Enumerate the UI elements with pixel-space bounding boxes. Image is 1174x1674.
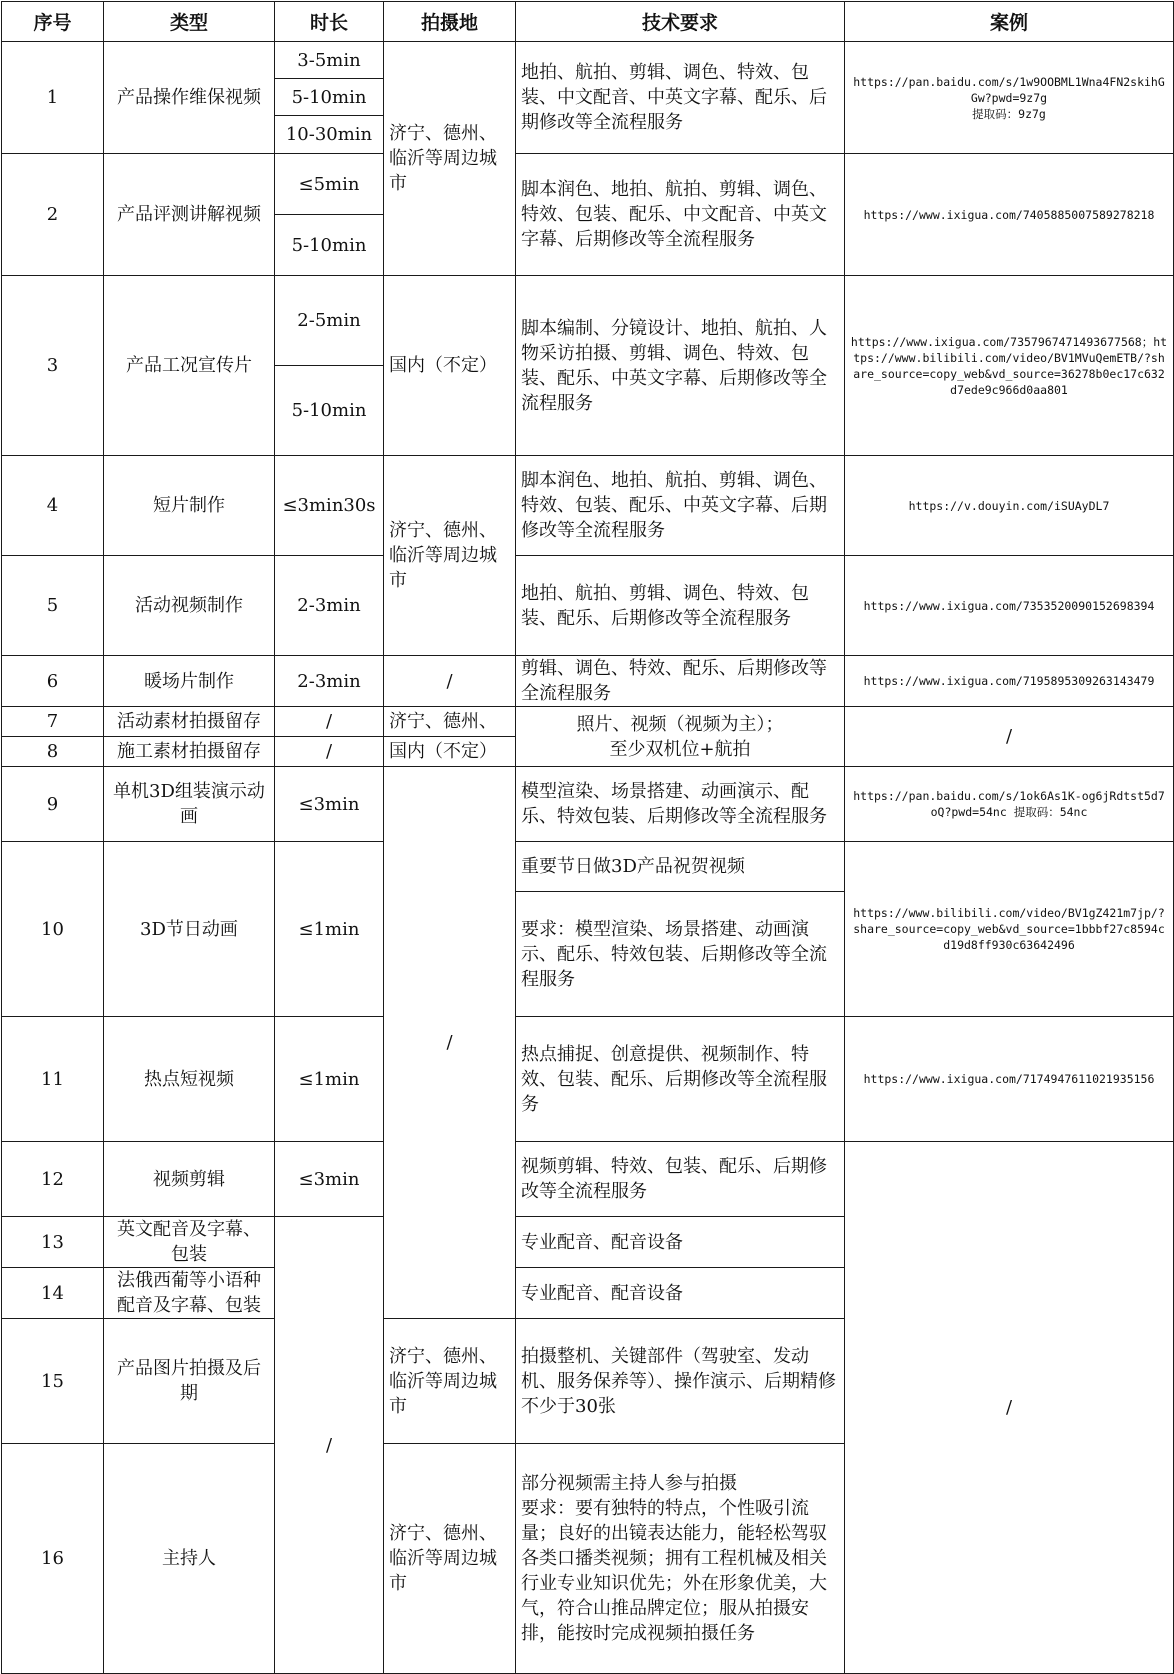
row-no: 1 (2, 42, 104, 154)
row-duration: 2-5min (275, 276, 384, 366)
row-type: 暖场片制作 (104, 656, 275, 707)
row-case[interactable]: https://www.ixigua.com/7195895309263143479 (845, 656, 1174, 707)
row-duration: ≤1min (275, 1017, 384, 1142)
row-tech: 视频剪辑、特效、包装、配乐、后期修改等全流程服务 (516, 1142, 845, 1217)
tech-line: 至少双机位+航拍 (609, 738, 751, 760)
table-row (2, 842, 1174, 892)
row-type: 产品操作维保视频 (104, 42, 275, 154)
row-tech (516, 707, 845, 767)
row-no: 16 (2, 1444, 104, 1674)
header-tech: 技术要求 (516, 2, 845, 42)
row-no: 9 (2, 767, 104, 842)
row-location: 济宁、德州、临沂等周边城市 (384, 1319, 516, 1444)
row-no: 14 (2, 1268, 104, 1319)
row-case[interactable]: https://www.ixigua.com/7357967471493677568；https://www.bilibili.com/video/BV1MVuQemETB/?share_source=copy_web&vd_source=36278b0ec17c632d7ede9c966d0aa801 (845, 276, 1174, 456)
row-tech: 地拍、航拍、剪辑、调色、特效、包装、中文配音、中英文字幕、配乐、后期修改等全流程服务 (516, 42, 845, 154)
row-no: 12 (2, 1142, 104, 1217)
row-duration: 10-30min (275, 116, 384, 154)
row-type: 视频剪辑 (104, 1142, 275, 1217)
row-tech: 模型渲染、场景搭建、动画演示、配乐、特效包装、后期修改等全流程服务 (516, 767, 845, 842)
row-type: 法俄西葡等小语种配音及字幕、包装 (104, 1268, 275, 1319)
row-location: 国内（不定） (384, 737, 516, 767)
row-duration: ≤3min30s (275, 456, 384, 556)
row-case: / (845, 1142, 1174, 1674)
header-location: 拍摄地 (384, 2, 516, 42)
row-case[interactable]: https://v.douyin.com/iSUAyDL7 (845, 456, 1174, 556)
row-duration: 3-5min (275, 42, 384, 79)
row-location: 济宁、德州、临沂等周边城市 (384, 456, 516, 656)
row-no: 11 (2, 1017, 104, 1142)
row-no: 5 (2, 556, 104, 656)
row-no: 13 (2, 1217, 104, 1268)
row-type: 产品评测讲解视频 (104, 154, 275, 276)
table-row (2, 556, 1174, 656)
table-row (2, 456, 1174, 556)
row-location: / (384, 656, 516, 707)
header-case: 案例 (845, 2, 1174, 42)
table-row (2, 42, 1174, 79)
row-duration: ≤3min (275, 1142, 384, 1217)
row-case[interactable]: https://www.ixigua.com/7405885007589278218 (845, 154, 1174, 276)
row-type: 3D节日动画 (104, 842, 275, 1017)
row-location: 济宁、德州、 (384, 707, 516, 737)
row-no: 10 (2, 842, 104, 1017)
row-duration: / (275, 707, 384, 737)
row-no: 8 (2, 737, 104, 767)
row-no: 7 (2, 707, 104, 737)
table-row (2, 1142, 1174, 1217)
row-duration: / (275, 1217, 384, 1674)
row-type: 单机3D组装演示动画 (104, 767, 275, 842)
header-no: 序号 (2, 2, 104, 42)
row-location: 济宁、德州、临沂等周边城市 (384, 42, 516, 276)
row-case[interactable] (845, 42, 1174, 154)
row-type: 热点短视频 (104, 1017, 275, 1142)
table-row (2, 1017, 1174, 1142)
row-tech: 脚本润色、地拍、航拍、剪辑、调色、特效、包装、配乐、中英文字幕、后期修改等全流程服务 (516, 456, 845, 556)
row-tech: 脚本润色、地拍、航拍、剪辑、调色、特效、包装、配乐、中文配音、中英文字幕、后期修改等全流程服务 (516, 154, 845, 276)
row-tech: 重要节日做3D产品祝贺视频 (516, 842, 845, 892)
row-tech: 拍摄整机、关键部件（驾驶室、发动机、服务保养等）、操作演示、后期精修不少于30张 (516, 1319, 845, 1444)
tech-line: 照片、视频（视频为主）； (576, 713, 784, 735)
row-case: / (845, 707, 1174, 767)
row-tech: 专业配音、配音设备 (516, 1217, 845, 1268)
header-type: 类型 (104, 2, 275, 42)
row-no: 3 (2, 276, 104, 456)
row-tech: 地拍、航拍、剪辑、调色、特效、包装、配乐、后期修改等全流程服务 (516, 556, 845, 656)
row-case[interactable]: https://www.ixigua.com/7353520090152698394 (845, 556, 1174, 656)
row-type: 英文配音及字幕、包装 (104, 1217, 275, 1268)
row-location: 国内（不定） (384, 276, 516, 456)
case-link[interactable]: https://pan.baidu.com/s/1w9OOBML1Wna4FN2skihGGw?pwd=9z7g (853, 74, 1165, 105)
row-no: 4 (2, 456, 104, 556)
table-row (2, 707, 1174, 737)
header-row (2, 2, 1174, 42)
row-type: 短片制作 (104, 456, 275, 556)
row-duration: ≤3min (275, 767, 384, 842)
row-duration: ≤1min (275, 842, 384, 1017)
row-case[interactable]: https://www.bilibili.com/video/BV1gZ421m7jp/?share_source=copy_web&vd_source=1bbbf27c8594cd19d8ff930c63642496 (845, 842, 1174, 1017)
row-duration: 2-3min (275, 556, 384, 656)
row-no: 15 (2, 1319, 104, 1444)
service-table (1, 1, 1174, 1674)
header-duration: 时长 (275, 2, 384, 42)
row-tech: 剪辑、调色、特效、配乐、后期修改等全流程服务 (516, 656, 845, 707)
row-location: 济宁、德州、临沂等周边城市 (384, 1444, 516, 1674)
row-tech: 脚本编制、分镜设计、地拍、航拍、人物采访拍摄、剪辑、调色、特效、包装、配乐、中英文字幕、后期修改等全流程服务 (516, 276, 845, 456)
row-duration: / (275, 737, 384, 767)
row-type: 活动视频制作 (104, 556, 275, 656)
row-no: 6 (2, 656, 104, 707)
row-tech: 热点捕捉、创意提供、视频制作、特效、包装、配乐、后期修改等全流程服务 (516, 1017, 845, 1142)
row-duration: ≤5min (275, 154, 384, 215)
row-type: 施工素材拍摄留存 (104, 737, 275, 767)
table-row (2, 656, 1174, 707)
table-row (2, 154, 1174, 215)
row-no: 2 (2, 154, 104, 276)
row-tech: 部分视频需主持人参与拍摄 要求：要有独特的特点，个性吸引流量；良好的出镜表达能力，能轻松驾驭各类口播类视频；拥有工程机械及相关行业专业知识优先；外在形象优美，大气，符合山推品牌定位；服从拍摄安排，能按时完成视频拍摄任务 (516, 1444, 845, 1674)
row-location: / (384, 767, 516, 1319)
row-type: 主持人 (104, 1444, 275, 1674)
row-duration: 2-3min (275, 656, 384, 707)
row-type: 活动素材拍摄留存 (104, 707, 275, 737)
case-extract-code: 提取码：9z7g (972, 106, 1046, 121)
row-case[interactable]: https://www.ixigua.com/7174947611021935156 (845, 1017, 1174, 1142)
table-row (2, 767, 1174, 842)
row-duration: 5-10min (275, 366, 384, 456)
row-tech: 专业配音、配音设备 (516, 1268, 845, 1319)
row-type: 产品工况宣传片 (104, 276, 275, 456)
row-type: 产品图片拍摄及后期 (104, 1319, 275, 1444)
row-case[interactable]: https://pan.baidu.com/s/1ok6As1K-og6jRdtst5d7oQ?pwd=54nc 提取码：54nc (845, 767, 1174, 842)
row-tech: 要求：模型渲染、场景搭建、动画演示、配乐、特效包装、后期修改等全流程服务 (516, 892, 845, 1017)
row-duration: 5-10min (275, 79, 384, 116)
table-row (2, 276, 1174, 366)
row-duration: 5-10min (275, 215, 384, 276)
